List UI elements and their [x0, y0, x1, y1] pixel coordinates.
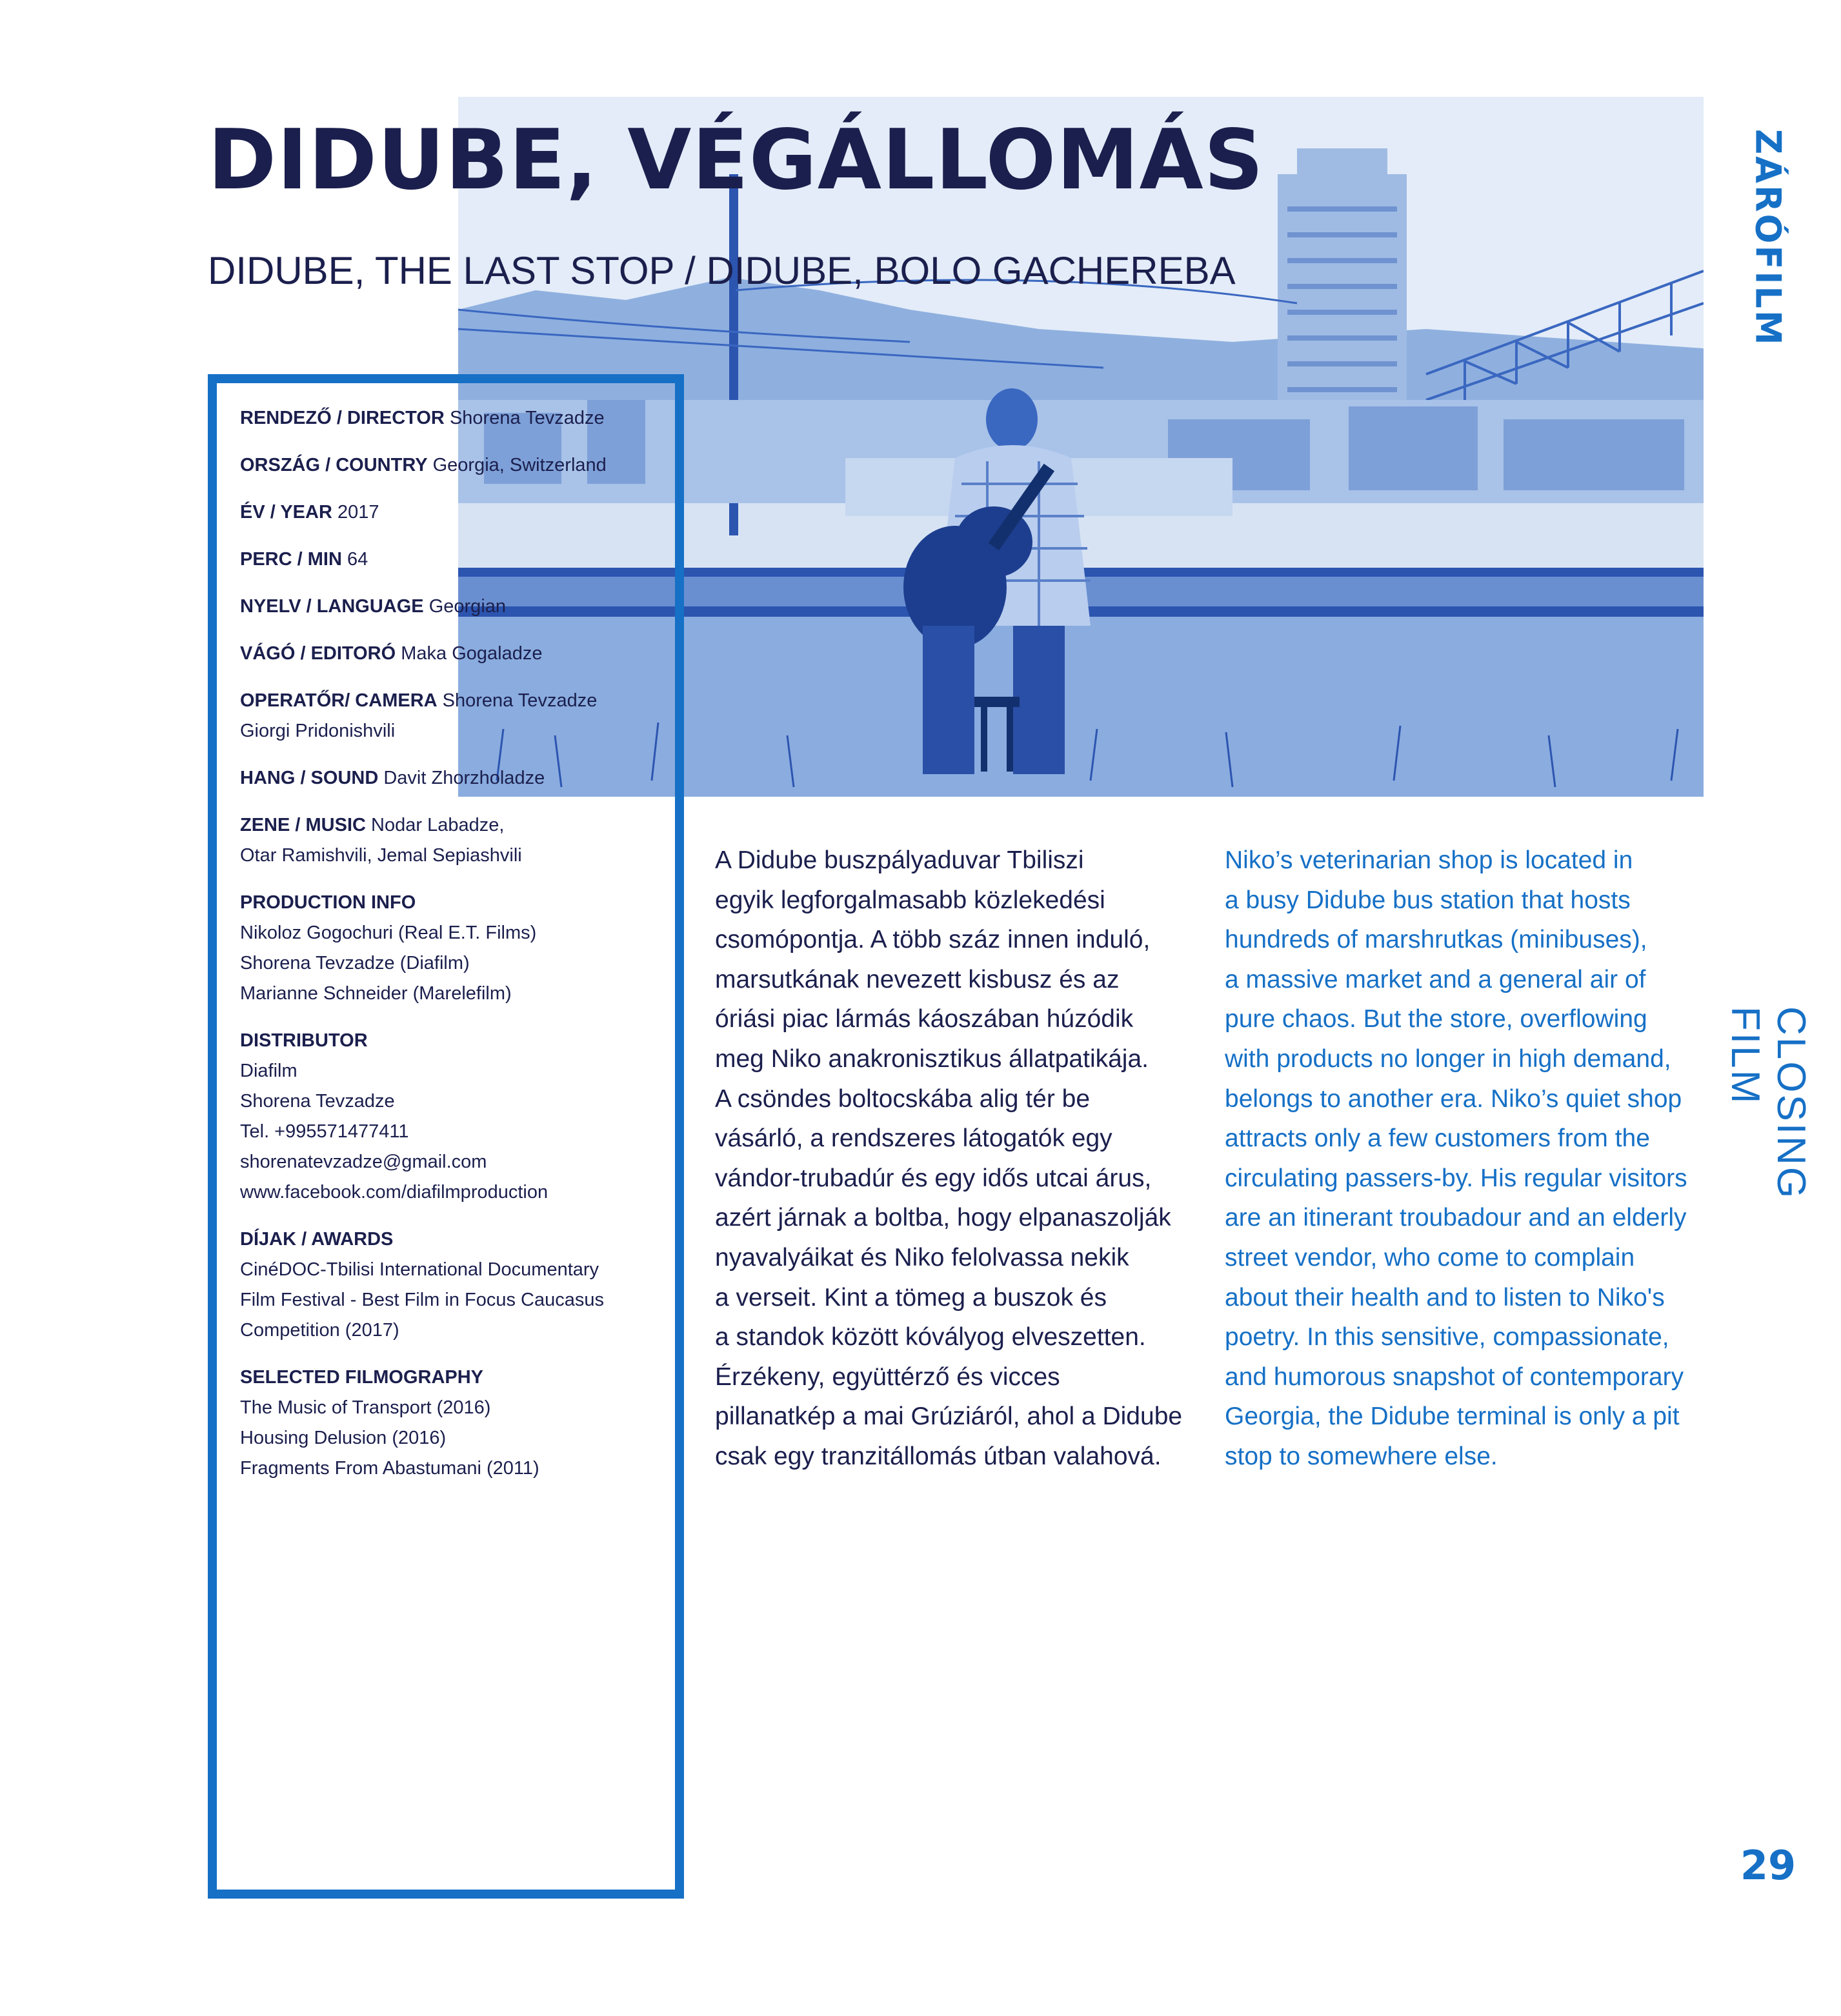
section-label-zarofilm: ZÁRÓFILM — [1747, 129, 1789, 347]
credit-line: Marianne Schneider (Marelefilm) — [240, 983, 512, 1004]
distributor-email[interactable]: shorenatevzadze@gmail.com — [240, 1152, 487, 1172]
synopsis-line: óriási piac lármás káoszában húzódik — [715, 1005, 1134, 1033]
synopsis-line: with products no longer in high demand, — [1225, 1044, 1671, 1073]
synopsis-line: a busy Didube bus station that hosts — [1225, 886, 1631, 914]
synopsis-line: are an itinerant troubadour and an elderly — [1225, 1204, 1687, 1232]
credit-value: Davit Zhorzholadze — [378, 768, 545, 788]
synopsis-line: a verseit. Kint a tömeg a buszok és — [715, 1283, 1107, 1312]
synopsis-line: Georgia, the Didube terminal is only a pit — [1225, 1402, 1680, 1431]
credit-label: HANG / SOUND — [240, 768, 379, 788]
credit-awards — [240, 1224, 653, 1346]
distributor-website[interactable]: www.facebook.com/diafilmproduction — [240, 1182, 548, 1203]
credit-label: NYELV / LANGUAGE — [240, 596, 424, 617]
synopsis-line: about their health and to listen to Niko's — [1225, 1283, 1665, 1312]
credit-filmography — [240, 1362, 653, 1484]
synopsis-line: marsutkának nevezett kisbusz és az — [715, 965, 1120, 993]
section-label-closing-film: CLOSING FILM — [1723, 1006, 1813, 1201]
credit-language — [240, 592, 653, 622]
credit-value: Maka Gogaladze — [396, 643, 543, 664]
credit-value: Shorena Tevzadze — [437, 690, 598, 711]
credit-heading: DÍJAK / AWARDS — [240, 1229, 394, 1250]
credit-label: VÁGÓ / EDITORÓ — [240, 643, 396, 664]
credit-line: The Music of Transport (2016) — [240, 1397, 491, 1418]
credit-value: Nodar Labadze, — [365, 815, 505, 835]
credit-line: Diafilm — [240, 1061, 297, 1081]
credit-line: Shorena Tevzadze — [240, 1091, 395, 1112]
credit-value: 64 — [341, 549, 368, 570]
synopsis-line: Érzékeny, együttérző és vicces — [715, 1362, 1060, 1391]
credit-label: ORSZÁG / COUNTRY — [240, 455, 428, 475]
credit-line: CinéDOC-Tbilisi International Documentary — [240, 1259, 599, 1280]
credit-editor — [240, 639, 653, 669]
credit-line: Film Festival - Best Film in Focus Caucasus — [240, 1290, 605, 1310]
synopsis-line: csomópontja. A több száz innen induló, — [715, 926, 1151, 954]
credit-value: Georgia, Switzerland — [427, 455, 607, 475]
credit-value: Shorena Tevzadze — [444, 408, 605, 428]
synopsis-english — [1225, 841, 1689, 1477]
credit-heading: PRODUCTION INFO — [240, 892, 416, 913]
synopsis-line: A csöndes boltocskába alig tér be — [715, 1084, 1091, 1113]
synopsis-line: nyavalyáikat és Niko felolvassa nekik — [715, 1243, 1129, 1272]
synopsis-line: vándor-trubadúr és egy idős utcai árus, — [715, 1164, 1152, 1192]
film-subtitle: DIDUBE, THE LAST STOP / DIDUBE, BOLO GACHEREBA — [208, 249, 1236, 292]
synopsis-line: street vendor, who come to complain — [1225, 1243, 1635, 1272]
film-title: DIDUBE, VÉGÁLLOMÁS — [208, 112, 1264, 208]
credit-music — [240, 810, 653, 871]
credit-line: Tel. +995571477411 — [240, 1121, 409, 1142]
credit-label: OPERATŐR/ CAMERA — [240, 690, 438, 711]
synopsis-line: and humorous snapshot of contemporary — [1225, 1362, 1684, 1391]
credit-line: Housing Delusion (2016) — [240, 1428, 447, 1448]
synopsis-line: poetry. In this sensitive, compassionate, — [1225, 1323, 1669, 1352]
synopsis-line: stop to somewhere else. — [1225, 1442, 1498, 1470]
credit-line: Nikoloz Gogochuri (Real E.T. Films) — [240, 923, 537, 943]
synopsis-line: a massive market and a general air of — [1225, 965, 1646, 993]
credit-line: Fragments From Abastumani (2011) — [240, 1458, 539, 1479]
synopsis-line: hundreds of marshrutkas (minibuses), — [1225, 926, 1647, 954]
synopsis-line: csak egy tranzitállomás útban valahová. — [715, 1442, 1162, 1470]
page-number: 29 — [1740, 1842, 1796, 1889]
synopsis-line: a standok között kóvályog elveszetten. — [715, 1323, 1146, 1352]
synopsis-line: vásárló, a rendszeres látogatók egy — [715, 1124, 1112, 1153]
credit-year — [240, 497, 653, 528]
synopsis-hungarian — [715, 841, 1183, 1477]
synopsis-line: attracts only a few customers from the — [1225, 1124, 1650, 1153]
credit-min — [240, 544, 653, 575]
credit-line: Competition (2017) — [240, 1320, 399, 1341]
synopsis-line: pillanatkép a mai Grúziáról, ahol a Didube — [715, 1402, 1183, 1431]
credit-value-line: Otar Ramishvili, Jemal Sepiashvili — [240, 845, 522, 866]
credit-camera — [240, 686, 653, 746]
credit-value-line: Giorgi Pridonishvili — [240, 721, 396, 741]
credit-label: ÉV / YEAR — [240, 502, 332, 523]
credit-sound — [240, 763, 653, 793]
synopsis-line: belongs to another era. Niko’s quiet shop — [1225, 1084, 1682, 1113]
synopsis-line: Niko’s veterinarian shop is located in — [1225, 846, 1633, 874]
synopsis-line: A Didube buszpályaduvar Tbiliszi — [715, 846, 1084, 874]
credit-line: Shorena Tevzadze (Diafilm) — [240, 953, 470, 973]
credit-production — [240, 888, 653, 1009]
credits-list — [240, 403, 653, 1501]
credit-director — [240, 403, 653, 434]
synopsis-line: azért járnak a boltba, hogy elpanaszolják — [715, 1204, 1171, 1232]
credit-label: PERC / MIN — [240, 549, 342, 570]
credit-heading: SELECTED FILMOGRAPHY — [240, 1367, 484, 1388]
credit-label: RENDEZŐ / DIRECTOR — [240, 408, 445, 428]
credit-distributor — [240, 1026, 653, 1208]
synopsis-line: circulating passers-by. His regular visitors — [1225, 1164, 1687, 1192]
credit-value: 2017 — [332, 502, 379, 523]
credit-value: Georgian — [423, 596, 507, 617]
synopsis-line: pure chaos. But the store, overflowing — [1225, 1005, 1647, 1033]
synopsis-line: meg Niko anakronisztikus állatpatikája. — [715, 1044, 1149, 1073]
credit-label: ZENE / MUSIC — [240, 815, 366, 835]
credit-heading: DISTRIBUTOR — [240, 1030, 368, 1051]
credit-country — [240, 450, 653, 481]
synopsis-line: egyik legforgalmasabb közlekedési — [715, 886, 1105, 914]
